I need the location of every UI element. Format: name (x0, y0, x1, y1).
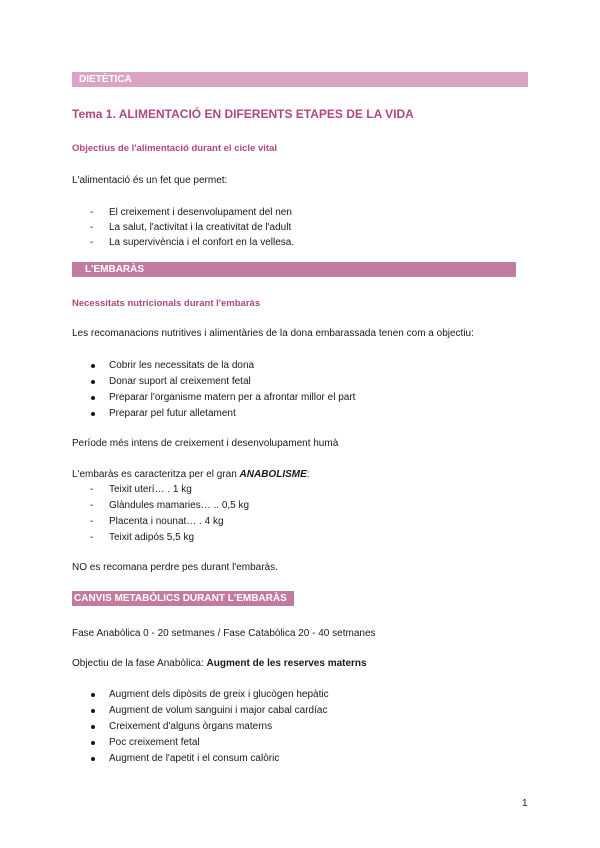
bullet-marker (91, 412, 95, 416)
list-item: Augment de l'apetit i el consum calòric (109, 753, 280, 764)
bullet-marker (91, 364, 95, 368)
objective-bold: Augment de les reserves materns (206, 658, 367, 669)
section1-subtitle: Objectius de l'alimentació durant el cicle vital (72, 143, 277, 154)
dash-marker: - (90, 500, 94, 511)
anabolism-prefix: L'embaràs es caracteritza per el gran (72, 469, 240, 480)
section2-bar (72, 262, 516, 277)
section2-bar-title: L'EMBARÀS (85, 264, 145, 275)
header-bar (72, 72, 528, 87)
dash-marker: - (90, 222, 94, 233)
list-item: Creixement d'alguns òrgans materns (109, 721, 273, 732)
list-item: Augment de volum sanguini i major cabal cardíac (109, 705, 328, 716)
list-item: Preparar pel futur alletament (109, 408, 236, 419)
list-item: Cobrir les necessitats de la dona (109, 360, 255, 371)
weight-item: Teixit uterí… . 1 kg (109, 484, 192, 495)
anabolism-suffix: : (306, 469, 310, 480)
weight-item: Placenta i nounat… . 4 kg (109, 516, 224, 527)
list-item: La salut, l'activitat i la creativitat de l'adult (109, 222, 292, 233)
dash-marker: - (90, 516, 94, 527)
list-item: Preparar l'organisme matern per a afrontar millor el part (109, 392, 356, 403)
weight-item: Teixit adipós 5,5 kg (109, 532, 195, 543)
dash-marker: - (90, 484, 94, 495)
anabolism-line (72, 468, 310, 481)
list-item: Donar suport al creixement fetal (109, 376, 251, 387)
page-number: 1 (522, 798, 528, 809)
list-item: Augment dels dipòsits de greix i glucògen hepàtic (109, 689, 329, 700)
section1-intro: L'alimentació és un fet que permet: (72, 175, 228, 186)
bullet-marker (91, 709, 95, 713)
section3-bar-title: CANVIS METABÒLICS DURANT L'EMBARÀS (74, 593, 287, 604)
bullet-marker (91, 693, 95, 697)
period-text: Període més intens de creixement i desenvolupament humà (72, 438, 339, 449)
list-item: Poc creixement fetal (109, 737, 200, 748)
list-item: La supervivència i el confort en la vellesa. (109, 237, 295, 248)
weight-item: Glàndules mamaries… .. 0,5 kg (109, 500, 250, 511)
section3-bar (72, 591, 294, 606)
topic-title: Tema 1. ALIMENTACIÓ EN DIFERENTS ETAPES DE LA VIDA (72, 107, 414, 121)
section2-subtitle: Necessitats nutricionals durant l'embaràs (72, 298, 261, 309)
objective-prefix: Objectiu de la fase Anabòlica: (72, 658, 207, 669)
list-item: El creixement i desenvolupament del nen (109, 207, 292, 218)
dash-marker: - (90, 237, 94, 248)
phases-text: Fase Anabòlica 0 - 20 setmanes / Fase Catabòlica 20 - 40 setmanes (72, 628, 376, 639)
bullet-marker (91, 757, 95, 761)
header-bar-title: DIETÈTICA (79, 74, 132, 85)
objective-line (72, 657, 367, 670)
dash-marker: - (90, 532, 94, 543)
bullet-marker (91, 741, 95, 745)
bullet-marker (91, 396, 95, 400)
anabolism-word: ANABOLISME (239, 469, 307, 480)
section2-intro: Les recomanacions nutritives i alimentàries de la dona embarassada tenen com a objectiu: (72, 328, 474, 339)
bullet-marker (91, 725, 95, 729)
weight-note: NO es recomana perdre pes durant l'embaràs. (72, 562, 278, 573)
bullet-marker (91, 380, 95, 384)
dash-marker: - (90, 207, 94, 218)
